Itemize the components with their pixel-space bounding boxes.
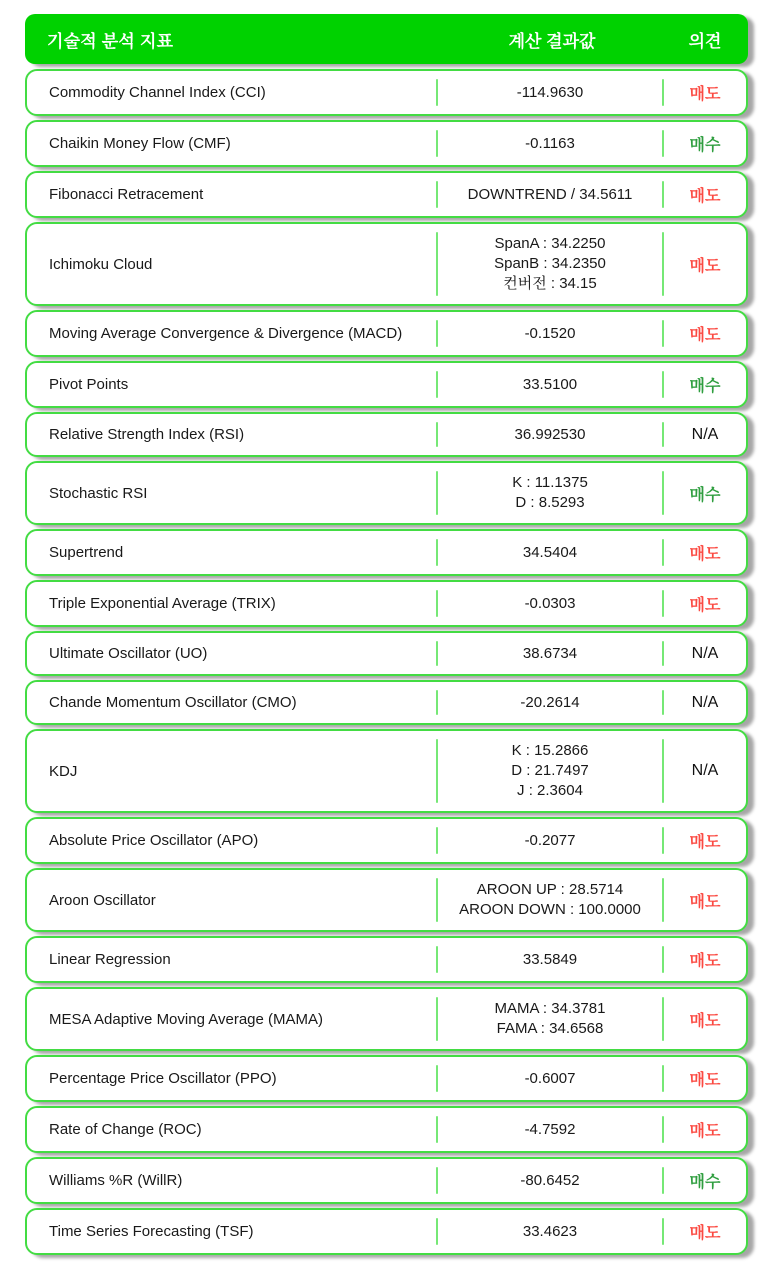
value-line: -0.0303: [524, 594, 576, 612]
indicator-value: [438, 365, 662, 405]
indicator-value: [438, 989, 662, 1049]
opinion-badge: 매수: [689, 486, 721, 504]
value-line: -0.6007: [524, 1069, 576, 1087]
value-line: J : 2.3604: [517, 782, 583, 799]
value-line: D : 21.7497: [511, 762, 589, 779]
indicator-name: Percentage Price Oscillator (PPO): [49, 1070, 277, 1087]
opinion-badge: 매도: [689, 953, 721, 970]
table-header-row: [25, 14, 748, 64]
value-line: 34.5404: [522, 543, 578, 561]
opinion-badge: N/A: [691, 693, 719, 711]
table-row: [25, 361, 748, 408]
value-line: -0.1163: [525, 134, 575, 152]
table-row: [25, 729, 748, 813]
value-line: 컨버전 : 34.15: [503, 275, 597, 292]
indicator-name: Rate of Change (ROC): [49, 1121, 202, 1138]
indicator-name: Ultimate Oscillator (UO): [49, 645, 208, 662]
opinion-badge: 매도: [689, 1225, 721, 1242]
value-line: K : 15.2866: [511, 742, 589, 759]
opinion-badge: 매도: [689, 86, 721, 103]
indicator-name: Williams %R (WillR): [49, 1172, 183, 1189]
value-line: 33.5849: [522, 950, 578, 968]
table-row: [25, 1055, 748, 1102]
opinion-badge: N/A: [691, 644, 719, 662]
opinion-badge: 매수: [689, 137, 721, 154]
value-line: SpanB : 34.2350: [494, 255, 606, 272]
indicator-value: [438, 73, 662, 113]
indicator-name: Time Series Forecasting (TSF): [49, 1223, 254, 1240]
value-line: MAMA : 34.3781: [494, 1000, 606, 1017]
value-line: SpanA : 34.2250: [494, 235, 606, 252]
header-opinion-label: 의견: [688, 31, 722, 51]
indicator-name: Pivot Points: [49, 376, 129, 393]
indicator-value: [438, 940, 662, 980]
value-line: 38.6734: [522, 644, 578, 662]
table-row: [25, 631, 748, 676]
opinion-badge: 매도: [689, 834, 721, 851]
indicator-value: [438, 584, 662, 624]
indicator-name: Aroon Oscillator: [49, 891, 156, 909]
opinion-badge: 매도: [689, 597, 721, 614]
indicator-name: Ichimoku Cloud: [49, 255, 153, 273]
value-line: AROON DOWN : 100.0000: [459, 901, 641, 918]
value-line: D : 8.5293: [515, 494, 585, 511]
opinion-badge: 매도: [689, 546, 721, 563]
value-line: -0.1520: [524, 324, 576, 342]
indicator-name: Absolute Price Oscillator (APO): [49, 832, 259, 849]
opinion-badge: 매도: [689, 188, 721, 205]
header-indicator-label: 기술적 분석 지표: [47, 31, 174, 51]
indicator-value: [438, 1161, 662, 1201]
table-row: [25, 868, 748, 932]
indicator-name: Relative Strength Index (RSI): [49, 426, 245, 443]
indicator-value: [438, 415, 662, 455]
table-row: [25, 1208, 748, 1255]
indicator-value: [438, 821, 662, 861]
indicator-value: [438, 314, 662, 354]
table-row: [25, 1106, 748, 1153]
opinion-badge: 매도: [689, 257, 721, 275]
indicator-name: Stochastic RSI: [49, 484, 148, 502]
indicator-value: [438, 683, 662, 723]
table-row: [25, 987, 748, 1051]
indicator-value: [438, 731, 662, 811]
indicator-name: Moving Average Convergence & Divergence (MACD): [49, 325, 403, 342]
value-line: -20.2614: [520, 693, 580, 711]
opinion-badge: 매도: [689, 1123, 721, 1140]
opinion-badge: 매수: [689, 1174, 721, 1191]
opinion-badge: N/A: [691, 425, 719, 443]
value-line: FAMA : 34.6568: [496, 1020, 604, 1037]
indicator-value: [438, 463, 662, 523]
indicator-value: [438, 1059, 662, 1099]
indicator-name: Supertrend: [49, 544, 124, 561]
indicator-name: MESA Adaptive Moving Average (MAMA): [49, 1010, 324, 1028]
table-row: [25, 1157, 748, 1204]
value-line: 36.992530: [514, 425, 586, 443]
indicator-value: [438, 124, 662, 164]
opinion-badge: 매도: [689, 1072, 721, 1089]
indicator-name: Commodity Channel Index (CCI): [49, 84, 266, 101]
indicator-value: [438, 175, 662, 215]
value-line: -0.2077: [524, 831, 576, 849]
value-line: 33.4623: [522, 1222, 578, 1240]
table-row: [25, 412, 748, 457]
value-line: -114.9630: [516, 83, 584, 101]
indicator-value: [438, 634, 662, 674]
opinion-badge: 매수: [689, 378, 721, 395]
indicator-name: Chaikin Money Flow (CMF): [49, 135, 231, 152]
value-line: AROON UP : 28.5714: [476, 881, 624, 898]
header-value-label: 계산 결과값: [508, 31, 596, 51]
opinion-badge: 매도: [689, 327, 721, 344]
value-line: 33.5100: [522, 375, 578, 393]
table-row: [25, 310, 748, 357]
indicator-value: [438, 1212, 662, 1252]
opinion-badge: 매도: [689, 1012, 721, 1030]
value-line: -4.7592: [524, 1120, 576, 1138]
value-line: -80.6452: [520, 1171, 580, 1189]
table-row: [25, 69, 748, 116]
indicator-name: Linear Regression: [49, 951, 171, 968]
opinion-badge: N/A: [691, 762, 719, 779]
value-line: K : 11.1375: [512, 474, 588, 491]
indicator-value: [438, 870, 662, 930]
opinion-badge: 매도: [689, 893, 721, 911]
indicator-value: [438, 224, 662, 304]
table-row: [25, 120, 748, 167]
table-row: [25, 680, 748, 725]
value-line: DOWNTREND / 34.5611: [467, 185, 633, 203]
indicator-name: Chande Momentum Oscillator (CMO): [49, 694, 297, 711]
indicator-name: Triple Exponential Average (TRIX): [49, 595, 276, 612]
indicator-value: [438, 1110, 662, 1150]
table-row: [25, 817, 748, 864]
indicator-name: Fibonacci Retracement: [49, 186, 204, 203]
table-row: [25, 529, 748, 576]
table-body: [25, 69, 748, 1255]
table-row: [25, 171, 748, 218]
indicator-value: [438, 533, 662, 573]
table-row: [25, 580, 748, 627]
table-row: [25, 936, 748, 983]
table-row: [25, 461, 748, 525]
table-row: [25, 222, 748, 306]
indicator-name: KDJ: [49, 762, 78, 780]
